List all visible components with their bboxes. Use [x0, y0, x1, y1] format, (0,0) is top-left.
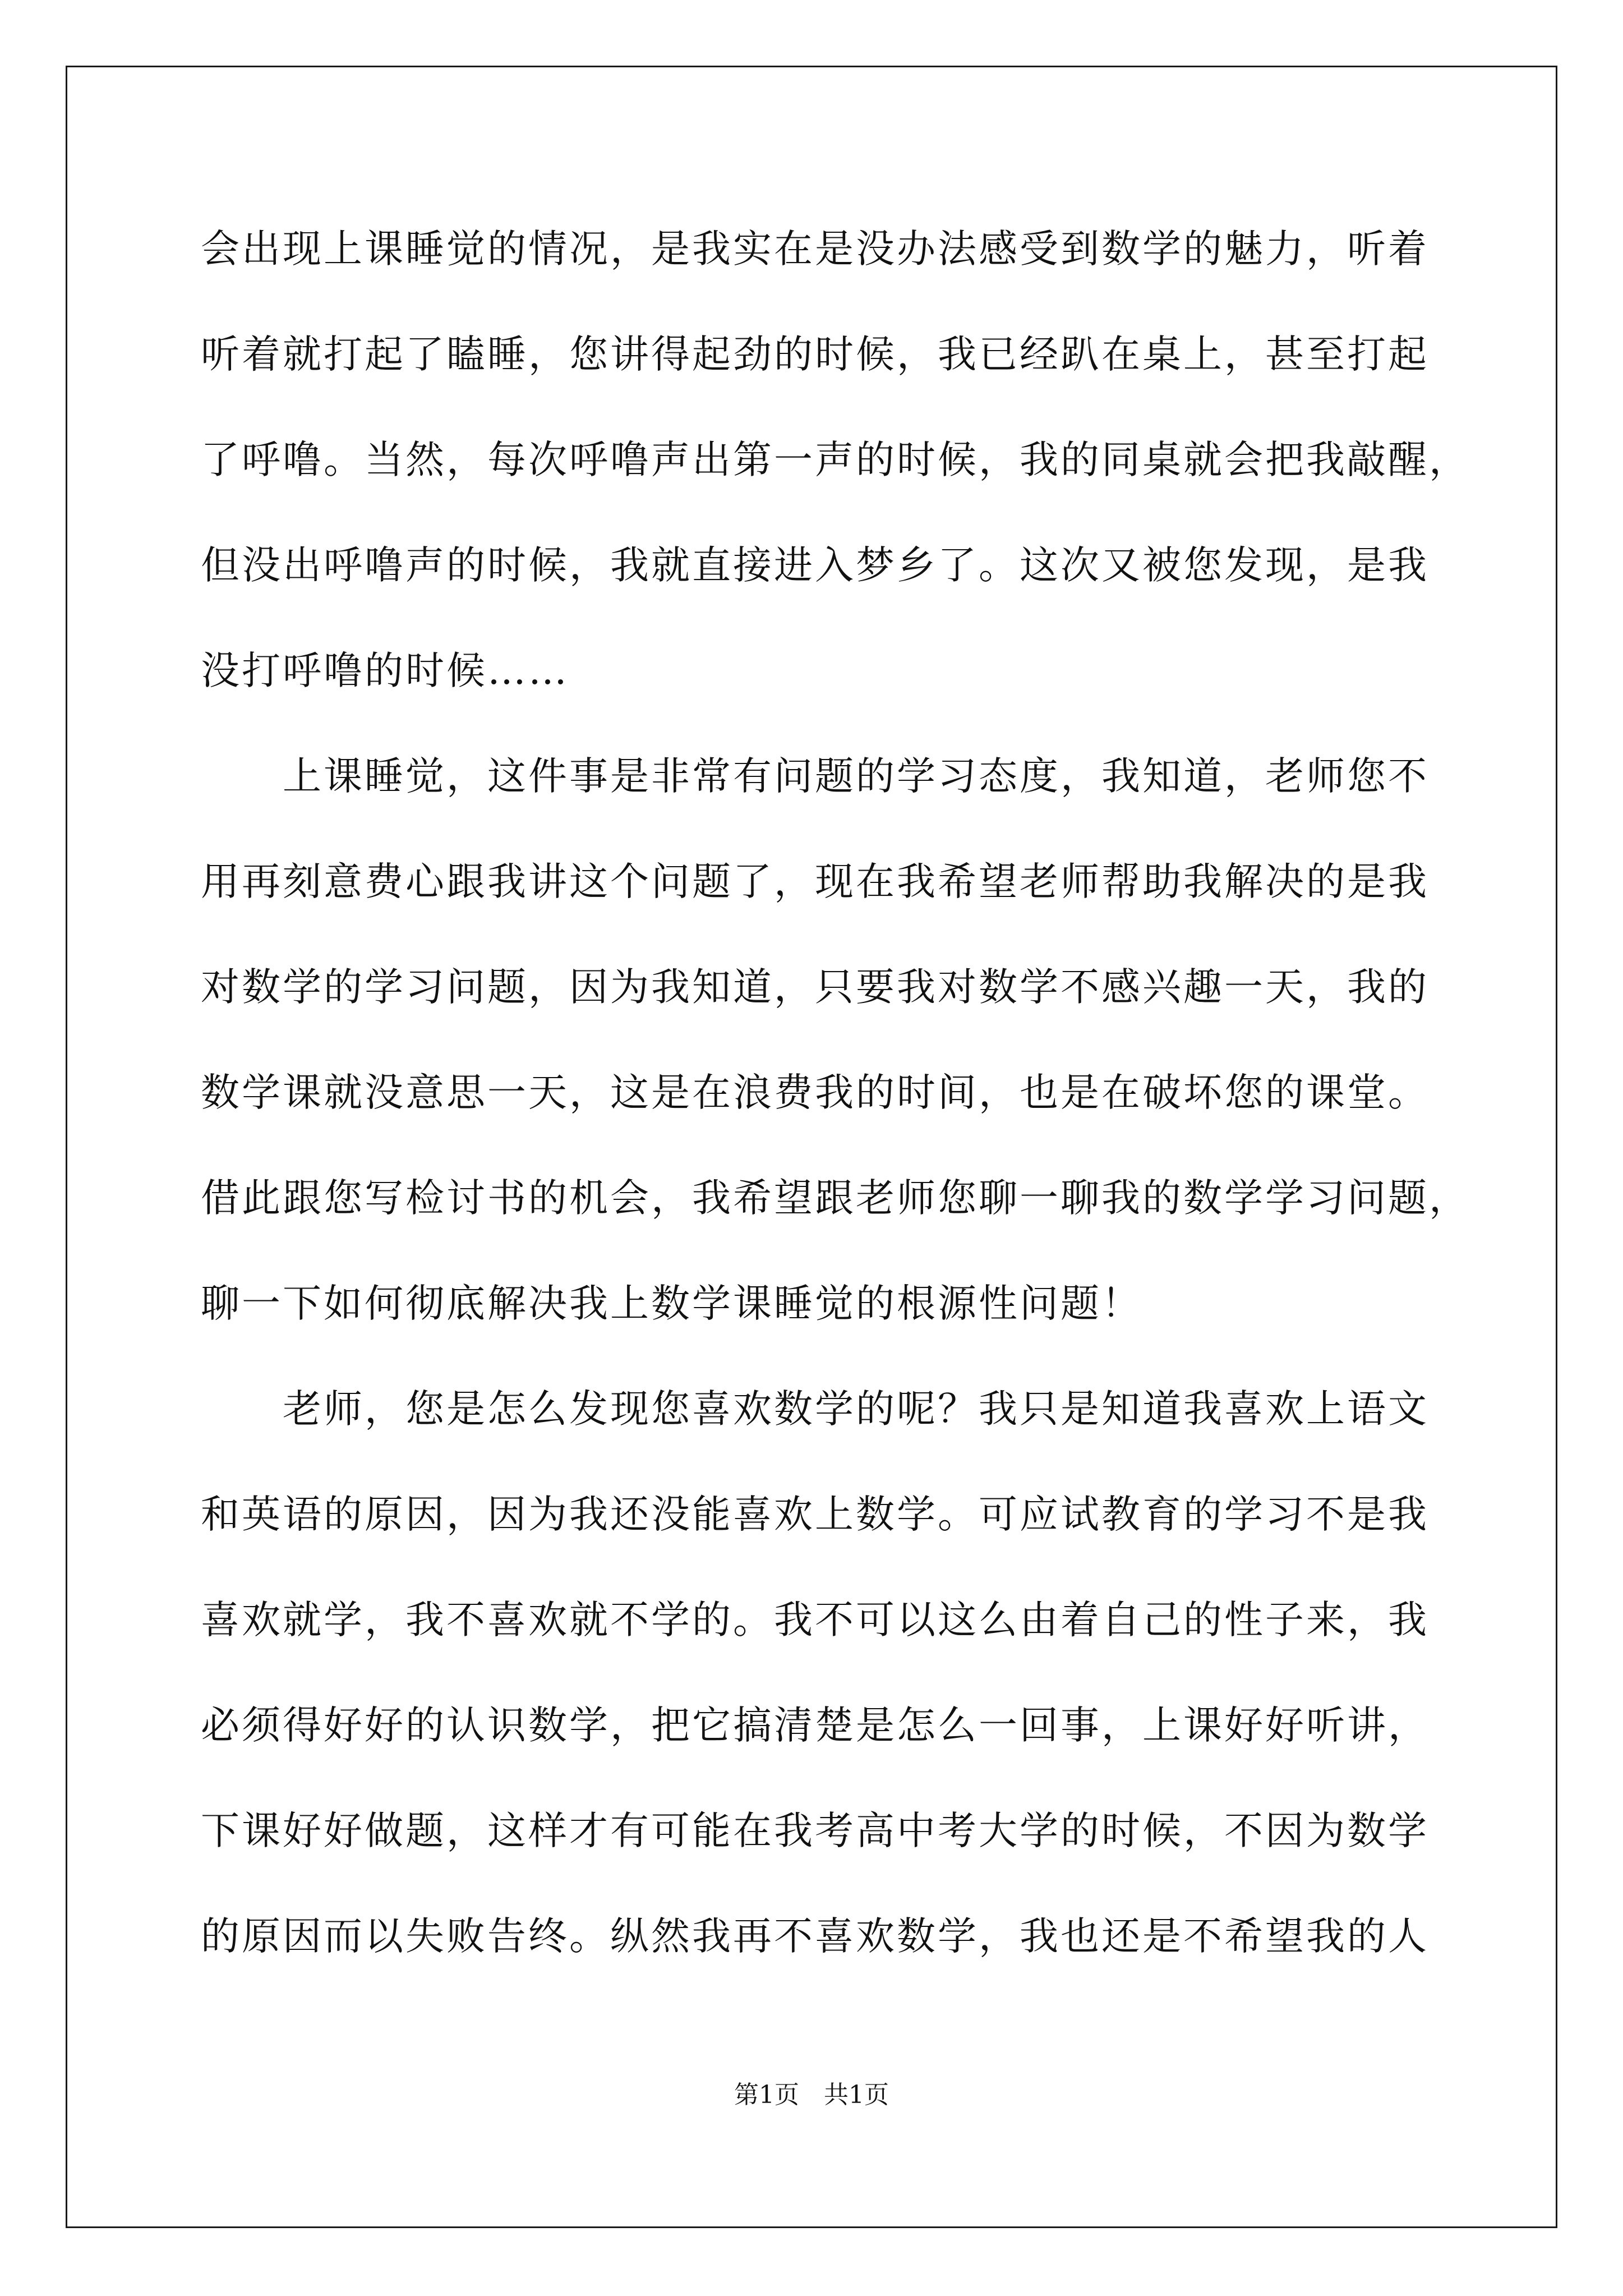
text-line: 老师，您是怎么发现您喜欢数学的呢？我只是知道我喜欢上语文 — [201, 1387, 1429, 1432]
page-number-current: 第1页 — [734, 2081, 799, 2109]
text-line: 和英语的原因，因为我还没能喜欢上数学。可应试教育的学习不是我 — [201, 1492, 1429, 1537]
text-line: 了呼噜。当然，每次呼噜声出第一声的时候，我的同桌就会把我敲醒， — [201, 438, 1470, 482]
text-line: 借此跟您写检讨书的机会，我希望跟老师您聊一聊我的数学学习问题， — [201, 1176, 1470, 1221]
text-line: 对数学的学习问题，因为我知道，只要我对数学不感兴趣一天，我的 — [201, 965, 1429, 1010]
text-line: 用再刻意费心跟我讲这个问题了，现在我希望老师帮助我解决的是我 — [201, 859, 1429, 904]
text-line: 聊一下如何彻底解决我上数学课睡觉的根源性问题！ — [201, 1281, 1142, 1326]
text-line: 但没出呼噜声的时候，我就直接进入梦乡了。这次又被您发现，是我 — [201, 543, 1429, 588]
text-line: 听着就打起了瞌睡，您讲得起劲的时候，我已经趴在桌上，甚至打起 — [201, 332, 1429, 377]
text-line: 上课睡觉，这件事是非常有问题的学习态度，我知道，老师您不 — [201, 754, 1429, 799]
text-line: 的原因而以失败告终。纵然我再不喜欢数学，我也还是不希望我的人 — [201, 1914, 1429, 1959]
text-line: 没打呼噜的时候…… — [201, 648, 569, 693]
text-line: 必须得好好的认识数学，把它搞清楚是怎么一回事，上课好好听讲， — [201, 1703, 1429, 1748]
page-footer — [0, 2078, 1623, 2112]
text-line: 下课好好做题，这样才有可能在我考高中考大学的时候，不因为数学 — [201, 1809, 1429, 1853]
document-body — [201, 216, 1470, 2009]
text-line: 会出现上课睡觉的情况，是我实在是没办法感受到数学的魅力，听着 — [201, 227, 1429, 272]
text-line: 喜欢就学，我不喜欢就不学的。我不可以这么由着自己的性子来，我 — [201, 1598, 1429, 1642]
text-line: 数学课就没意思一天，这是在浪费我的时间，也是在破坏您的课堂。 — [201, 1070, 1429, 1115]
page-number-total: 共1页 — [824, 2081, 889, 2109]
